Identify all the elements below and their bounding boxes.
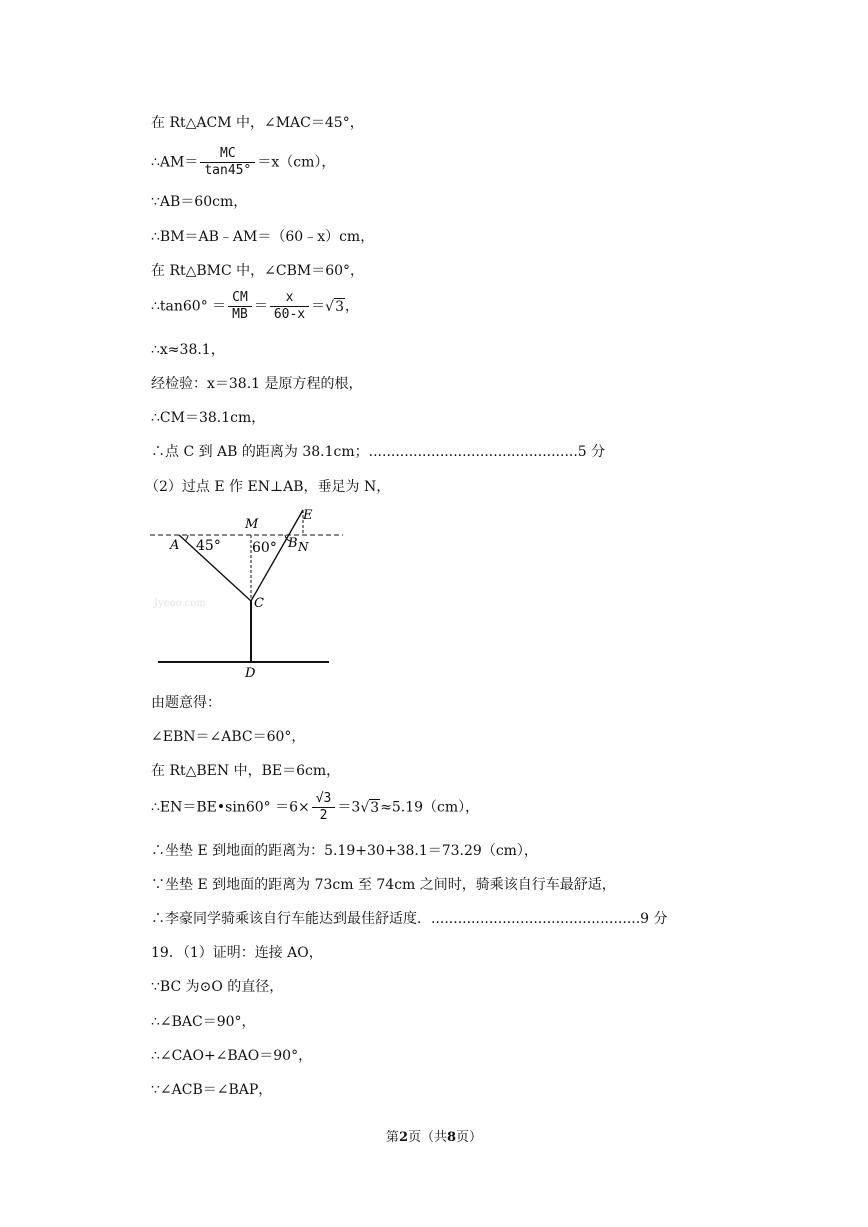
fraction-sqrt3-2 xyxy=(312,791,336,824)
l6-post: ， xyxy=(344,298,359,315)
text-line-20: ∵BC 为⊙O 的直径， xyxy=(151,979,284,995)
text-line-14: 在 Rt△BEN 中，BE＝6cm， xyxy=(151,763,341,779)
fraction-denominator: tan45° xyxy=(204,163,252,178)
text-line-18: ∴李豪同学骑乘该自行车能达到最佳舒适度．...............................................9 分 xyxy=(151,911,668,927)
page-footer xyxy=(0,1126,868,1145)
text-line-23: ∵∠ACB＝∠BAP， xyxy=(151,1082,273,1098)
l2-post: ＝x（cm）， xyxy=(257,154,336,171)
l15-post: ≈5.19（cm）， xyxy=(380,799,480,816)
l6-pre: ∴tan60° ＝ xyxy=(151,298,227,315)
label-c: C xyxy=(254,596,264,611)
text-line-4: ∴BM＝AB﹣AM＝（60﹣x）cm， xyxy=(151,229,375,245)
footer-mid: 页（共 xyxy=(407,1130,447,1145)
l15-pre: ∴EN＝BE•sin60° ＝6× xyxy=(151,799,310,816)
angle-arc-a xyxy=(185,535,188,541)
footer-page-number: 2 xyxy=(398,1130,408,1145)
fraction-mc-tan45 xyxy=(200,146,255,179)
l2-pre: ∴AM＝ xyxy=(151,154,199,171)
sqrt-radicand: 3 xyxy=(370,799,380,816)
watermark: Jyeoo.com xyxy=(154,598,206,609)
label-d: D xyxy=(245,666,256,680)
text-line-15 xyxy=(151,791,479,824)
text-line-7: ∴x≈38.1， xyxy=(151,342,225,358)
text-line-1: 在 Rt△ACM 中，∠MAC＝45°， xyxy=(151,115,364,131)
label-e: E xyxy=(303,508,313,523)
sqrt-radicand: 3 xyxy=(335,298,344,315)
l6-eq: ＝ xyxy=(253,298,268,315)
text-line-9: ∴CM＝38.1cm， xyxy=(151,410,266,426)
footer-post: 页） xyxy=(456,1130,483,1145)
label-b: B xyxy=(288,536,298,551)
text-line-6 xyxy=(151,290,359,323)
fraction-numerator: x xyxy=(270,290,309,307)
text-line-8: 经检验：x＝38.1 是原方程的根， xyxy=(151,376,363,392)
text-line-11: （2）过点 E 作 EN⊥AB，垂足为 N， xyxy=(145,479,391,495)
text-line-5: 在 Rt△BMC 中，∠CBM＝60°， xyxy=(151,263,365,279)
text-line-22: ∴∠CAO+∠BAO＝90°， xyxy=(151,1048,313,1064)
fraction-x-60x xyxy=(270,290,309,323)
l6-eq2: ＝ xyxy=(311,298,326,315)
text-line-10: ∴点 C 到 AB 的距离为 38.1cm；...............................................5 分 xyxy=(151,444,606,460)
text-line-13: ∠EBN＝∠ABC＝60°， xyxy=(151,729,306,745)
text-line-3: ∵AB＝60cm， xyxy=(151,194,248,210)
label-n: N xyxy=(298,540,309,554)
text-line-19: 19．（1）证明：连接 AO， xyxy=(151,945,323,961)
label-m: M xyxy=(245,517,259,532)
sqrt-3b: √3 xyxy=(360,799,380,816)
label-angle-45: 45° xyxy=(196,538,221,554)
fraction-numerator: CM xyxy=(228,290,252,307)
footer-pre: 第 xyxy=(385,1130,399,1145)
footer-total-pages: 8 xyxy=(447,1130,457,1145)
text-line-16: ∴坐垫 E 到地面的距离为：5.19+30+38.1＝73.29（cm）， xyxy=(151,843,538,859)
fraction-denominator: MB xyxy=(232,307,248,322)
sqrt-3: √3 xyxy=(325,298,344,315)
text-line-17: ∵坐垫 E 到地面的距离为 73cm 至 74cm 之间时，骑乘该自行车最舒适， xyxy=(151,877,616,893)
fraction-denominator: 2 xyxy=(319,808,328,823)
label-a: A xyxy=(170,538,180,553)
text-line-12: 由题意得： xyxy=(151,695,221,711)
fraction-numerator: √3 xyxy=(312,791,336,808)
text-line-21: ∴∠BAC＝90°， xyxy=(151,1014,256,1030)
fraction-numerator: MC xyxy=(200,146,255,163)
label-angle-60: 60° xyxy=(252,540,277,556)
geometry-figure xyxy=(148,505,348,680)
fraction-denominator: 60-x xyxy=(273,307,306,322)
text-line-2 xyxy=(151,146,335,179)
l15-mid: ＝3 xyxy=(337,799,361,816)
fraction-cm-mb xyxy=(228,290,252,323)
